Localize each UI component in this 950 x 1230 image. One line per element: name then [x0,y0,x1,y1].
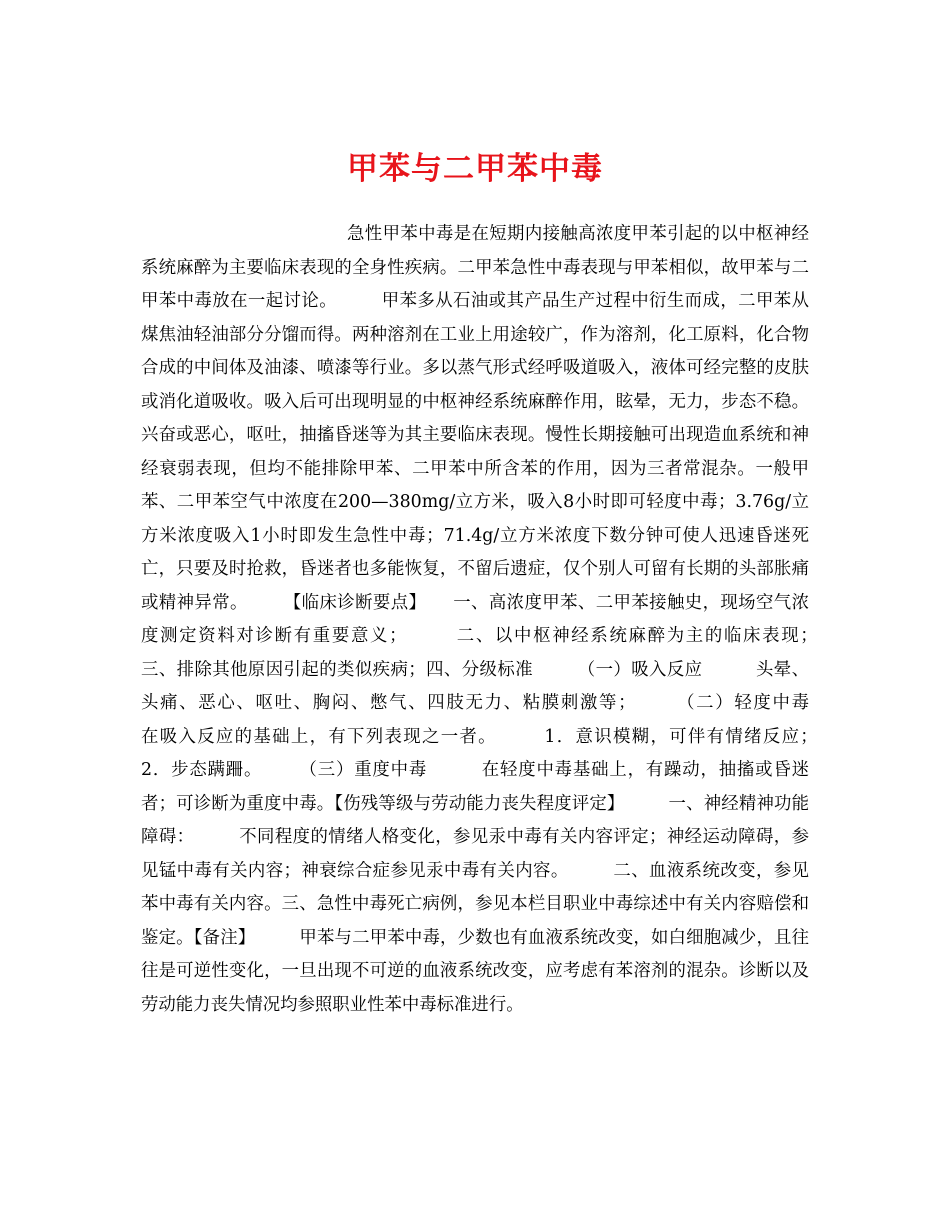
document-title: 甲苯与二甲苯中毒 [347,150,603,187]
document-body: 急性甲苯中毒是在短期内接触高浓度甲苯引起的以中枢神经系统麻醉为主要临床表现的全身性疾病。二甲苯急性中毒表现与甲苯相似，故甲苯与二甲苯中毒放在一起讨论。 甲苯多从石油或其产品生产过程中衍生而成，二甲苯从煤焦油轻油部分分馏而得。两种溶剂在工业上用途较广，作为溶剂，化工原料，化合物合成的中间体及油漆、喷漆等行业。多以蒸气形式经呼吸道吸入，液体可经完整的皮肤或消化道吸收。吸入后可出现明显的中枢神经系统麻醉作用，眩晕，无力，步态不稳。兴奋或恶心，呕吐，抽搐昏迷等为其主要临床表现。慢性长期接触可出现造血系统和神经衰弱表现，但均不能排除甲苯、二甲苯中所含苯的作用，因为三者常混杂。一般甲苯、二甲苯空气中浓度在200—380mg/立方米，吸入8小时即可轻度中毒；3.76g/立方米浓度吸入1小时即发生急性中毒；71.4g/立方米浓度下数分钟可使人迅速昏迷死亡，只要及时抢救，昏迷者也多能恢复，不留后遗症，仅个别人可留有长期的头部胀痛或精神异常。 【临床诊断要点】 一、高浓度甲苯、二甲苯接触史，现场空气浓度测定资料对诊断有重要意义； 二、以中枢神经系统麻醉为主的临床表现； 三、排除其他原因引起的类似疾病；四、分级标准 （一）吸入反应 头晕、头痛、恶心、呕吐、胸闷、憋气、四肢无力、粘膜刺激等； （二）轻度中毒 在吸入反应的基础上，有下列表现之一者。 1．意识模糊，可伴有情绪反应； 2．步态蹒跚。 （三）重度中毒 在轻度中毒基础上，有躁动，抽搐或昏迷者；可诊断为重度中毒。【伤残等级与劳动能力丧失程度评定】 一、神经精神功能障碍： 不同程度的情绪人格变化，参见汞中毒有关内容评定；神经运动障碍，参见锰中毒有关内容；神衰综合症参见汞中毒有关内容。 二、血液系统改变，参见苯中毒有关内容。三、急性中毒死亡病例，参见本栏目职业中毒综述中有关内容赔偿和鉴定。【备注】 甲苯与二甲苯中毒，少数也有血液系统改变，如白细胞减少，且往往是可逆性变化，一旦出现不可逆的血液系统改变，应考虑有苯溶剂的混杂。诊断以及劳动能力丧失情况均参照职业性苯中毒标准进行。 [141,224,862,1015]
